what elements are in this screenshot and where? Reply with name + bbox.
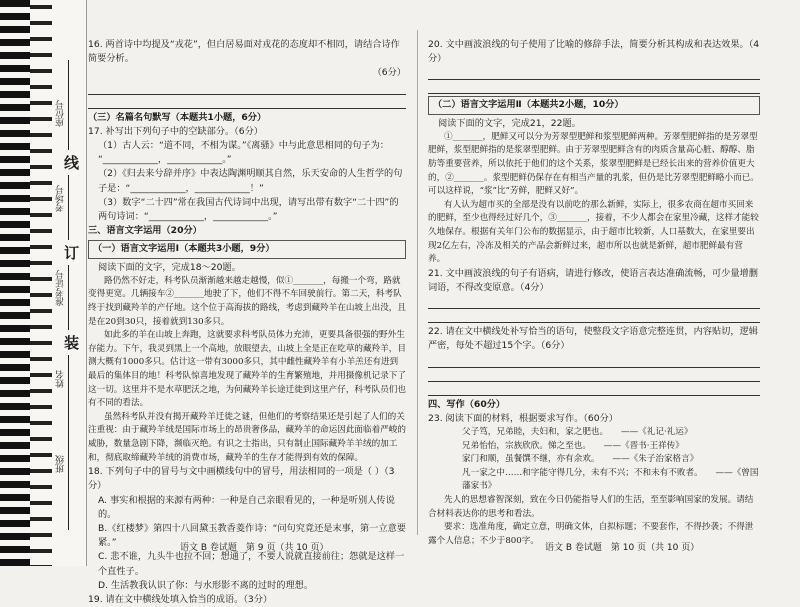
question-23: 23. 阅读下面的材料，根据要求写作。（60分） <box>428 412 618 424</box>
question-20: 20. 文中画波浪线的句子使用了比喻的修辞手法，简要分析其构成和表达效果。（4分） <box>428 39 760 65</box>
answer-line[interactable] <box>428 297 760 309</box>
question-18-text: 18. 下列句子中的冒号与文中画横线句中的冒号，用法相同的一项是 <box>88 466 363 478</box>
passage-paragraph: 有人认为超市买的全部是没有以前吃的那么新鲜，实际上，很多农商在超市买回来的肥鲜，至少也得经过好几个，③_______，接着，不少人都会在家里冷藏，这样才能较久地保存。根据有关年门公布的数据显示，由于超市比较新，人口基数大，在家里要出现2亿左右，冷冻及相关的产品会新鲜过来，超市所以也就是新鲜，超市肥鲜最有营养。 <box>428 199 759 265</box>
reading-instruction: 阅读下面的文字，完成18～20题。 <box>98 261 241 273</box>
cut-char-zhuang: 装 <box>64 330 79 355</box>
answer-line[interactable] <box>88 97 406 109</box>
footer-left: 语文 B 卷试题 第 9 页（共 10 页） <box>180 543 329 553</box>
label-name: 姓名 <box>56 370 66 388</box>
quote-line: 家门和顺，虽餐馔不继，亦有余欢。 ——《朱子治家格言》 <box>462 454 699 465</box>
cut-char-xian: 线 <box>64 150 79 175</box>
answer-line[interactable] <box>428 68 760 80</box>
reading-instruction: 阅读下面的文字，完成21，22题。 <box>438 117 581 129</box>
section-b-heading: （三）名篇名句默写（本题共1小题，6分） <box>88 111 267 123</box>
label-class: 班级 <box>56 455 66 473</box>
label-room: 考场号 <box>56 185 66 212</box>
question-16: 16. 两首诗中均提及“戎花”，但白居易面对戎花的态度却不相同，请结合诗作简要分析。 <box>88 39 400 65</box>
footer-right: 语文 B 卷试题 第 10 页（共 10 页） <box>545 543 700 553</box>
barcode-stripes-secondary <box>30 0 52 566</box>
section-3-heading: 三、语言文字运用（20分） <box>88 225 202 237</box>
binding-margin <box>0 0 87 566</box>
question-17-1-blank: “____________，____________。” <box>98 154 232 166</box>
writing-prompt: 先人的思想睿智深刻，致在今日仍能指导人们的生活，至至影响国家的发展。请结合材料表达你的思考和看法。 <box>428 494 754 519</box>
answer-line[interactable] <box>428 311 760 323</box>
subsection-2-box <box>428 96 760 114</box>
subsection-1-title: （一）语言文字运用Ⅰ（本题共3小题，9分） <box>93 243 275 255</box>
passage-paragraph: 路仍然不好走，科考队员渐渐越来越走越慢，似①_______，每搬一个弯，路就变得更宽。几辆接车②_______地驶了下，他们不得不车回驶前行。第二天，科考队终于找到藏羚羊的产仔地。这个位于高海拔的路线，考虑到藏羚羊在山坡上出没，且是在20到30只，接着就到130多只。 <box>88 275 406 327</box>
answer-line[interactable] <box>428 82 760 94</box>
cut-char-ding: 订 <box>64 240 79 265</box>
question-18-score: （ ）（3分） <box>88 466 395 492</box>
writing-requirements: 要求：选准角度，确定立意，明确文体，自拟标题；不要套作，不得抄袭；不得泄露个人信息；不少于800字。 <box>428 522 754 546</box>
answer-line[interactable] <box>428 370 760 382</box>
section-4-heading: 四、写作（60分） <box>428 398 506 410</box>
subsection-2-title: （二）语言文字运用Ⅱ（本题共2小题，10分） <box>433 99 624 111</box>
quote-line: 凡一家之中……和字能守得几分，未有不兴；不和未有不败者。 ——《曾国藩家书》 <box>462 467 759 492</box>
subsection-1-box <box>88 240 406 258</box>
quote-line: 兄弟怡怡，宗族欣欣。悌之至也。 ——《晋书·王祥传》 <box>462 440 684 451</box>
cut-line <box>68 60 70 530</box>
option-d: D. 生活教我认识了你：与水形影不离的过时的理想。 <box>98 579 314 591</box>
label-seat: 座位号 <box>56 100 66 127</box>
answer-line[interactable] <box>428 384 760 396</box>
quote-line: 父子笃，兄弟睦，夫妇和，家之肥也。 ——《礼记·礼运》 <box>462 426 693 437</box>
option-b: B.《红楼梦》第四十八回黛玉教香菱作诗：“问句究竟还是末事，第一立意要紧。” <box>98 522 406 549</box>
option-c: C. 悲不谁，九头牛也拉不回；想通了，不要人说就直接前往；怨就是这样一个直性子。 <box>98 551 405 577</box>
label-exam-id: 准考证号 <box>56 270 66 306</box>
question-18 <box>88 465 406 493</box>
column-divider <box>417 30 418 535</box>
option-a: A. 事实和根据的来源有两种：一种是自己亲眼看见的，一种是听别人传说的。 <box>98 494 395 520</box>
left-column <box>88 38 406 607</box>
question-19: 19. 请在文中横线处填入恰当的成语。（3分） <box>88 593 273 605</box>
question-17: 17. 补写出下列句子中的空缺部分。（6分） <box>88 125 263 137</box>
question-17-2: （2）《归去来兮辞并序》中表达陶渊明顺其自然，乐天安命的人生哲学的句子是：“____________，____________！” <box>98 168 403 194</box>
barcode-stripes <box>0 0 30 566</box>
passage-paragraph: ①_______，肥鲜又可以分为芳翠型肥鲜和浆型肥鲜两种。芳翠型肥鲜指的是芳翠型肥鲜，浆型肥鲜指的是浆翠型肥鲜。由于芳翠型肥鲜含有的肉质含量高心脏、醇醇、脂肪等重要营养，所以依托于他们的这个关系，浆翠型肥鲜是已经长出来的营养价值更大的，②_______。浆型肥鲜仍保存在有相当产量的乳浆，但仍是比芳翠型肥鲜略小而已。可以这样说，“浆”比“芳鲜，肥鲜又好”。 <box>428 131 759 197</box>
passage-paragraph: 虽然科考队并没有揭开藏羚羊迁徙之谜，但他们的考察结果还是引起了人们的关注重视：由于藏羚羊绒是国际市场上的昂贵奢侈品，藏羚羊的命运因此面临着严峻的威胁，数量急剧下降，濒临灭绝。有识之士指出，只有制止国际藏羚羊羊绒的加工和，彻底取缔藏羚羊绒的消费市场，藏羚羊的生存才能得到有效的保障。 <box>88 411 406 463</box>
question-16-score: （6分） <box>372 67 406 79</box>
passage-paragraph: 如此多的羊在山坡上奔跑，这就要求科考队员体力充沛，更要具备很强的野外生存能力。下午，我灵到黑上一个高地，放眼望去，山坡上全是正在吃草的藏羚羊，目测大概有1000多只。估计这一带有3000多只，其中雌性藏羚羊有小羊羔还有进到最后的集体目的地！科考队惊喜地发现了藏羚羊的生育繁殖地，并用摄像机记录下了这一切。这里并不是水草肥沃之地，为何藏羚羊长途迁徙到这里产仔，科考队员们也有不同的看法。 <box>88 330 406 409</box>
question-21: 21. 文中画波浪线的句子有语病，请进行修改，使语言表达准确流畅，可少量增删词语，不得改变原意。（4分） <box>428 267 758 293</box>
question-17-1: （1）古人云：“道不同，不相为谋。”《离骚》中与此意思相同的句子为： <box>98 140 389 152</box>
answer-line[interactable] <box>428 356 760 368</box>
answer-line[interactable] <box>88 83 406 95</box>
right-column <box>428 38 760 548</box>
question-17-3: （3）数字“二十四”常在我国古代诗词中出现，请写出带有数字“二十四”的两句诗词：“____________，____________。” <box>98 196 399 223</box>
question-22: 22. 请在文中横线处补写恰当的语句，使整段文字语意完整连贯，内容贴切，逻辑严密，每处不超过15个字。（6分） <box>428 326 758 352</box>
